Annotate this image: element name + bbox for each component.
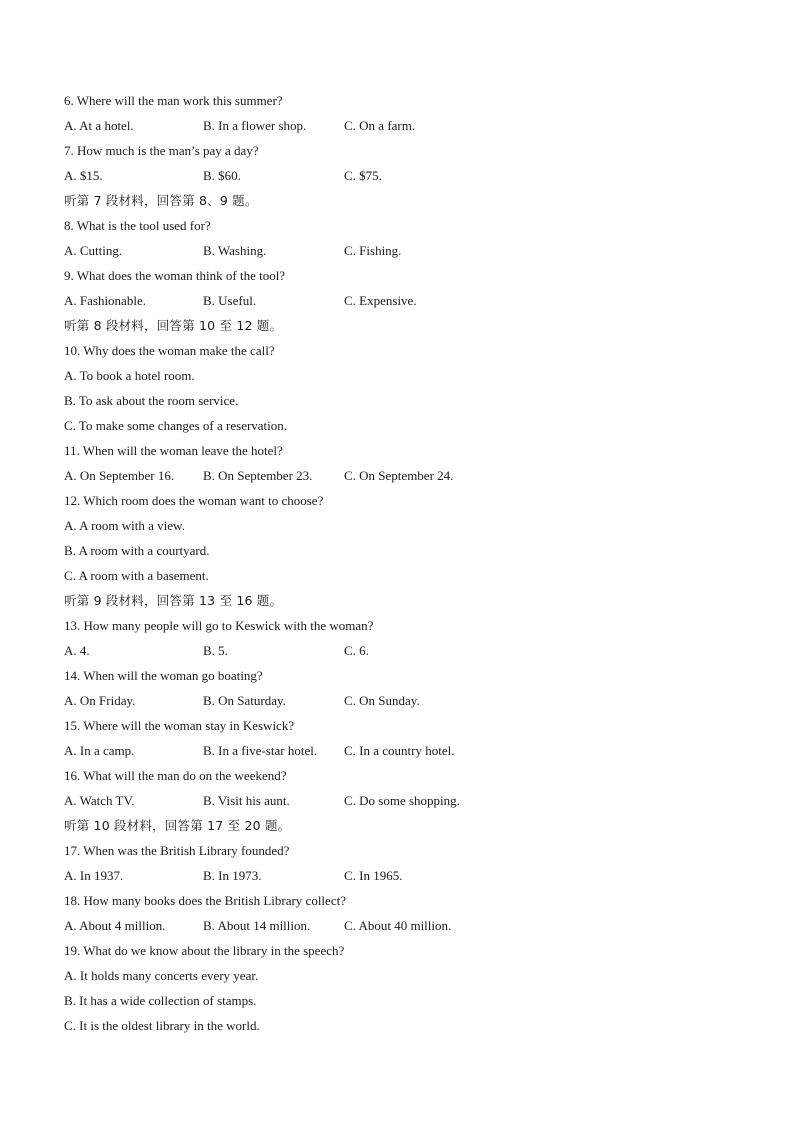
- option-b: B. On Saturday.: [203, 693, 286, 708]
- option-b: B. Useful.: [203, 293, 257, 308]
- options-row: [64, 688, 744, 713]
- question-text: 10. Why does the woman make the call?: [64, 343, 275, 358]
- options-row: [64, 238, 744, 263]
- option-a: A. At a hotel.: [64, 118, 134, 133]
- option-b: B. About 14 million.: [203, 918, 311, 933]
- option-c: C. 6.: [344, 643, 369, 658]
- option-a: A. $15.: [64, 168, 103, 183]
- options-row: [64, 863, 744, 888]
- exam-page: [64, 88, 744, 1038]
- option-b: B. On September 23.: [203, 468, 313, 483]
- question-text: B. To ask about the room service.: [64, 393, 239, 408]
- option-c: C. On Sunday.: [344, 693, 420, 708]
- question-text: 6. Where will the man work this summer?: [64, 93, 283, 108]
- question-text: 7. How much is the man’s pay a day?: [64, 143, 259, 158]
- question-text: C. A room with a basement.: [64, 568, 209, 583]
- option-c: C. Do some shopping.: [344, 793, 460, 808]
- option-c: C. In 1965.: [344, 868, 403, 883]
- option-c: C. Fishing.: [344, 243, 402, 258]
- question-text: 14. When will the woman go boating?: [64, 668, 263, 683]
- option-b: B. Washing.: [203, 243, 267, 258]
- question-text: 17. When was the British Library founded?: [64, 843, 290, 858]
- option-c: C. In a country hotel.: [344, 743, 455, 758]
- options-row: [64, 113, 744, 138]
- option-b: B. 5.: [203, 643, 228, 658]
- option-a: A. On September 16.: [64, 468, 175, 483]
- option-c: C. On September 24.: [344, 468, 454, 483]
- question-text: 11. When will the woman leave the hotel?: [64, 443, 283, 458]
- option-a: A. In a camp.: [64, 743, 135, 758]
- option-a: A. Watch TV.: [64, 793, 135, 808]
- options-row: [64, 463, 744, 488]
- question-text: 15. Where will the woman stay in Keswick?: [64, 718, 295, 733]
- option-c: C. $75.: [344, 168, 382, 183]
- options-row: [64, 788, 744, 813]
- options-row: [64, 288, 744, 313]
- option-a: A. About 4 million.: [64, 918, 166, 933]
- option-b: B. In a five-star hotel.: [203, 743, 318, 758]
- question-text: A. To book a hotel room.: [64, 368, 195, 383]
- question-text: A. It holds many concerts every year.: [64, 968, 259, 983]
- question-text: 12. Which room does the woman want to choose?: [64, 493, 324, 508]
- option-b: B. In a flower shop.: [203, 118, 307, 133]
- question-text: 9. What does the woman think of the tool?: [64, 268, 286, 283]
- question-text: 19. What do we know about the library in the speech?: [64, 943, 345, 958]
- option-c: C. Expensive.: [344, 293, 417, 308]
- option-c: C. On a farm.: [344, 118, 416, 133]
- question-text: A. A room with a view.: [64, 518, 185, 533]
- section-instruction: 听第 8 段材料，回答第 10 至 12 题。: [64, 318, 283, 333]
- options-row: [64, 913, 744, 938]
- question-text: 8. What is the tool used for?: [64, 218, 211, 233]
- question-text: C. To make some changes of a reservation.: [64, 418, 288, 433]
- option-a: A. Cutting.: [64, 243, 123, 258]
- option-b: B. $60.: [203, 168, 241, 183]
- options-row: [64, 638, 744, 663]
- question-text: 16. What will the man do on the weekend?: [64, 768, 287, 783]
- section-instruction: 听第 7 段材料，回答第 8、9 题。: [64, 193, 258, 208]
- option-b: B. In 1973.: [203, 868, 262, 883]
- question-text: 13. How many people will go to Keswick with the woman?: [64, 618, 374, 633]
- option-b: B. Visit his aunt.: [203, 793, 290, 808]
- section-instruction: 听第 10 段材料，回答第 17 至 20 题。: [64, 818, 291, 833]
- question-text: B. It has a wide collection of stamps.: [64, 993, 257, 1008]
- question-text: 18. How many books does the British Library collect?: [64, 893, 346, 908]
- option-c: C. About 40 million.: [344, 918, 452, 933]
- option-a: A. On Friday.: [64, 693, 136, 708]
- options-row: [64, 738, 744, 763]
- options-row: [64, 163, 744, 188]
- option-a: A. 4.: [64, 643, 90, 658]
- question-text: B. A room with a courtyard.: [64, 543, 210, 558]
- section-instruction: 听第 9 段材料，回答第 13 至 16 题。: [64, 593, 283, 608]
- option-a: A. Fashionable.: [64, 293, 146, 308]
- option-a: A. In 1937.: [64, 868, 124, 883]
- question-text: C. It is the oldest library in the world.: [64, 1018, 260, 1033]
